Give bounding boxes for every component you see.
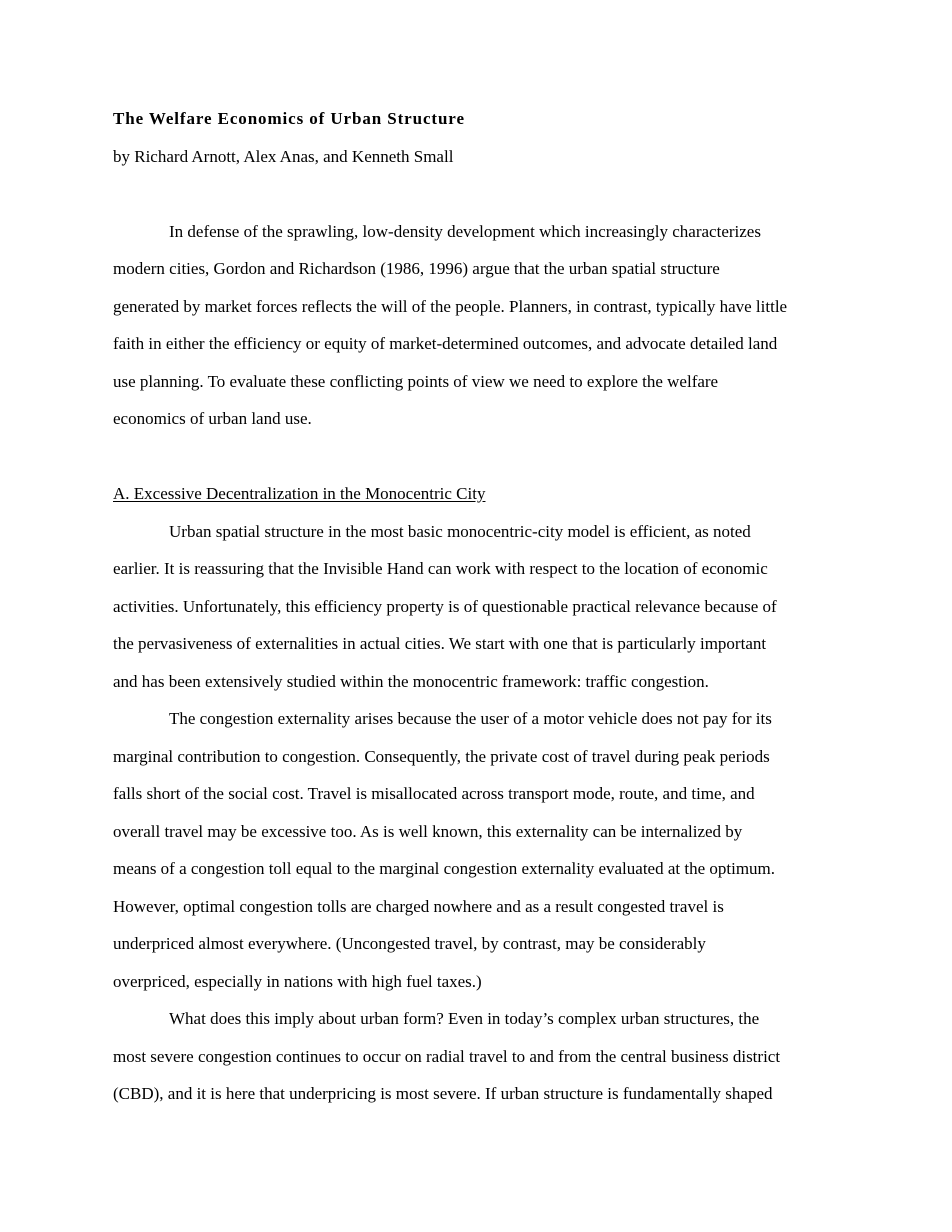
intro-paragraph <box>113 213 853 438</box>
text-line: overall travel may be excessive too. As is well known, this externality can be internalized by <box>113 821 743 841</box>
text-line: means of a congestion toll equal to the marginal congestion externality evaluated at the optimum. <box>113 859 776 878</box>
text-line: earlier. It is reassuring that the Invisible Hand can work with respect to the location of economic <box>113 559 768 578</box>
document-authors: by Richard Arnott, Alex Anas, and Kenneth Small <box>113 146 454 166</box>
text-line: What does this imply about urban form? Even in today’s complex urban structures, the <box>169 1009 760 1028</box>
document-title: The Welfare Economics of Urban Structure <box>113 109 465 128</box>
document-page <box>113 100 853 1113</box>
text-line: The congestion externality arises because the user of a motor vehicle does not pay for its <box>169 709 772 728</box>
text-line: In defense of the sprawling, low-density development which increasingly characterizes <box>169 221 761 241</box>
text-line: generated by market forces reflects the will of the people. Planners, in contrast, typically have little <box>113 296 788 316</box>
text-line: use planning. To evaluate these conflicting points of view we need to explore the welfare <box>113 371 719 391</box>
text-line: faith in either the efficiency or equity of market-determined outcomes, and advocate detailed land <box>113 334 778 353</box>
text-line: economics of urban land use. <box>113 409 312 428</box>
text-line: marginal contribution to congestion. Consequently, the private cost of travel during peak periods <box>113 746 770 766</box>
section-a-paragraph-3 <box>113 1000 853 1113</box>
section-a-paragraph-1 <box>113 513 853 701</box>
text-line: most severe congestion continues to occur on radial travel to and from the central business district <box>113 1046 781 1066</box>
text-line: Urban spatial structure in the most basic monocentric-city model is efficient, as noted <box>169 521 751 541</box>
blank-line <box>113 438 853 476</box>
text-line: the pervasiveness of externalities in actual cities. We start with one that is particularly important <box>113 634 767 653</box>
text-line: (CBD), and it is here that underpricing is most severe. If urban structure is fundamentally shaped <box>113 1084 773 1103</box>
blank-line <box>113 175 853 213</box>
text-line: overpriced, especially in nations with high fuel taxes.) <box>113 971 482 991</box>
text-line: falls short of the social cost. Travel is misallocated across transport mode, route, and time, and <box>113 784 755 803</box>
text-line: underpriced almost everywhere. (Uncongested travel, by contrast, may be considerably <box>113 934 706 953</box>
text-line: activities. Unfortunately, this efficiency property is of questionable practical relevance because of <box>113 596 777 616</box>
text-line: modern cities, Gordon and Richardson (1986, 1996) argue that the urban spatial structure <box>113 259 720 278</box>
section-heading: A. Excessive Decentralization in the Monocentric City <box>113 484 486 503</box>
text-line: and has been extensively studied within the monocentric framework: traffic congestion. <box>113 671 709 691</box>
section-a-paragraph-2 <box>113 700 853 1000</box>
text-line: However, optimal congestion tolls are charged nowhere and as a result congested travel is <box>113 896 724 916</box>
